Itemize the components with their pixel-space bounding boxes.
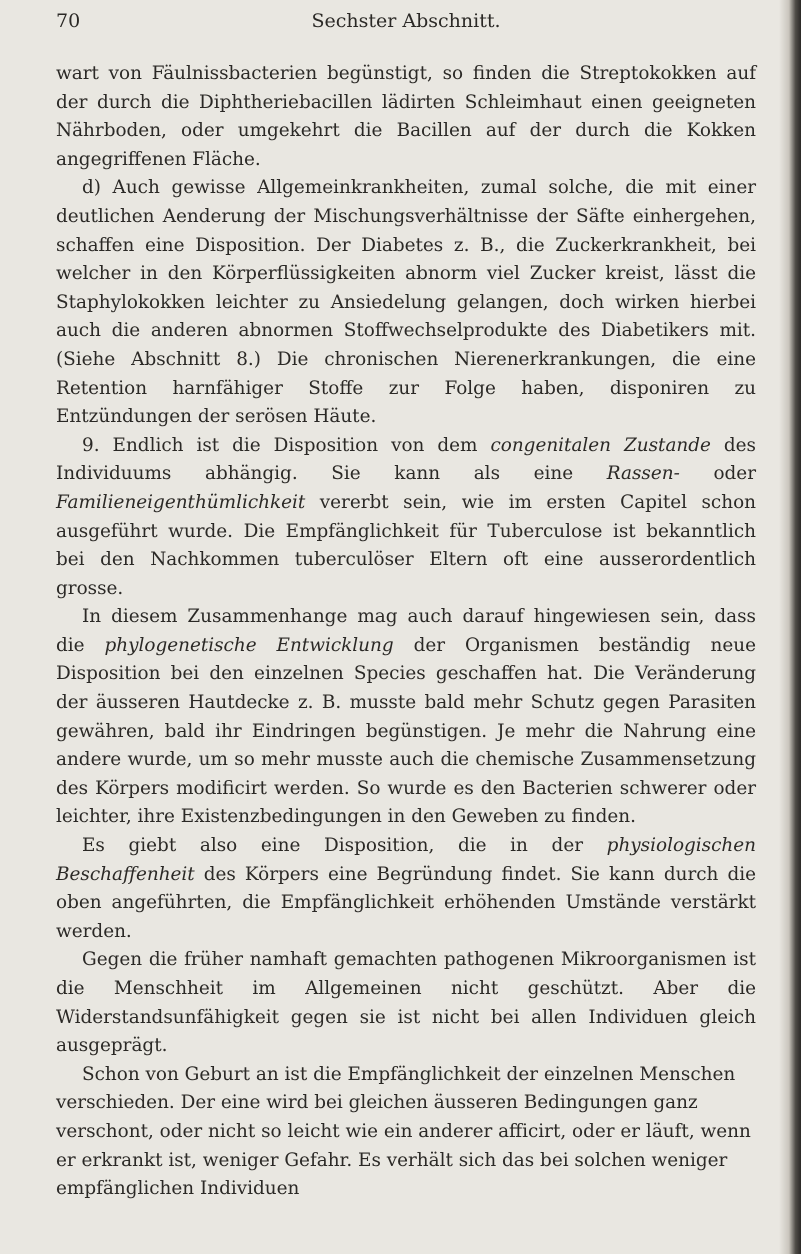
text-run: wart von Fäulnissbacterien begünstigt, so finden die Streptokokken auf der durch die Diphtheriebacillen lädirten Schleimhaut einen geeigneten Nährboden, oder umgekehrt die Bacillen auf der durch die Kokken angegriffenen Fläche.	[56, 63, 756, 170]
text-run: d) Auch gewisse Allgemeinkrankheiten, zumal solche, die mit einer deutlichen Aenderung der Mischungsverhältnisse der Säfte einhergehen, schaffen eine Disposition. Der Diabetes z. B., die Zuckerkrankheit, bei welcher in den Körperflüssigkeiten abnorm viel Zucker kreist, lässt die Staphylokokken leichter zu Ansiedelung gelangen, doch wirken hierbei auch die anderen abnormen Stoffwechselprodukte des Diabetikers mit. (Siehe Abschnitt 8.) Die chronischen Nierenerkrankungen, die eine Retention harnfähiger Stoffe zur Folge haben, disponiren zu Entzündungen der serösen Häute.	[56, 177, 756, 428]
paragraph-4	[56, 603, 756, 832]
paragraph-5	[56, 832, 756, 946]
text-run: Es giebt also eine Disposition, die in der	[82, 835, 607, 857]
paragraph-7	[56, 1061, 756, 1204]
italic-phrase: physiologischen Beschaffenheit	[56, 835, 756, 885]
running-title: Sechster Abschnitt.	[311, 10, 501, 32]
paragraph-3	[56, 432, 756, 604]
text-run: In diesem Zusammenhange mag auch darauf hingewiesen sein, dass die	[56, 606, 756, 656]
text-run: 9. Endlich ist die Disposition von dem	[82, 434, 491, 456]
paragraph-6	[56, 946, 756, 1060]
text-run: der Organismen beständig neue Disposition bei den einzelnen Species geschaffen hat. Die Veränderung der äusseren Hautdecke z. B. musste bald mehr Schutz gegen Parasiten gewähren, bald ihr Eindringen begünstigen. Je mehr die Nahrung eine andere wurde, um so mehr musste auch die chemische Zusammensetzung des Körpers modificirt werden. So wurde es den Bacterien schwerer oder leichter, ihre Existenzbedingungen in den Geweben zu finden.	[56, 634, 756, 828]
text-run: vererbt sein, wie im ersten Capitel schon ausgeführt wurde. Die Empfänglichkeit für Tuberculose ist bekanntlich bei den Nachkommen tuberculöser Eltern oft eine ausserordentlich grosse.	[56, 491, 756, 599]
text-run: oder	[679, 463, 756, 485]
body-text	[56, 60, 756, 1204]
text-run: Gegen die früher namhaft gemachten pathogenen Mikroorganismen ist die Menschheit im Allgemeinen nicht geschützt. Aber die Widerstandsunfähigkeit gegen sie ist nicht bei allen Individuen gleich ausgeprägt.	[56, 949, 756, 1057]
paragraph-1	[56, 60, 756, 174]
page-number: 70	[56, 10, 81, 32]
italic-phrase: congenitalen Zustande	[490, 434, 711, 456]
text-run: des Individuums abhängig. Sie kann als eine	[56, 434, 756, 485]
italic-phrase: Rassen-	[606, 463, 680, 485]
scan-shadow-edge	[779, 0, 801, 1254]
text-run: des Körpers eine Begründung findet. Sie kann durch die oben angeführten, die Empfänglichkeit erhöhenden Umstände verstärkt werden.	[56, 863, 756, 942]
italic-phrase: phylogenetische Entwicklung	[104, 634, 394, 656]
page-header	[56, 10, 756, 34]
paragraph-2	[56, 174, 756, 431]
italic-phrase: Familieneigenthümlichkeit	[56, 491, 306, 513]
text-run: Schon von Geburt an ist die Empfänglichkeit der einzelnen Menschen verschieden. Der eine wird bei gleichen äusseren Bedingungen ganz verschont, oder nicht so leicht wie ein anderer afficirt, oder er läuft, wenn er erkrankt ist, weniger Gefahr. Es verhält sich das bei solchen weniger empfänglichen Individuen	[56, 1063, 751, 1200]
